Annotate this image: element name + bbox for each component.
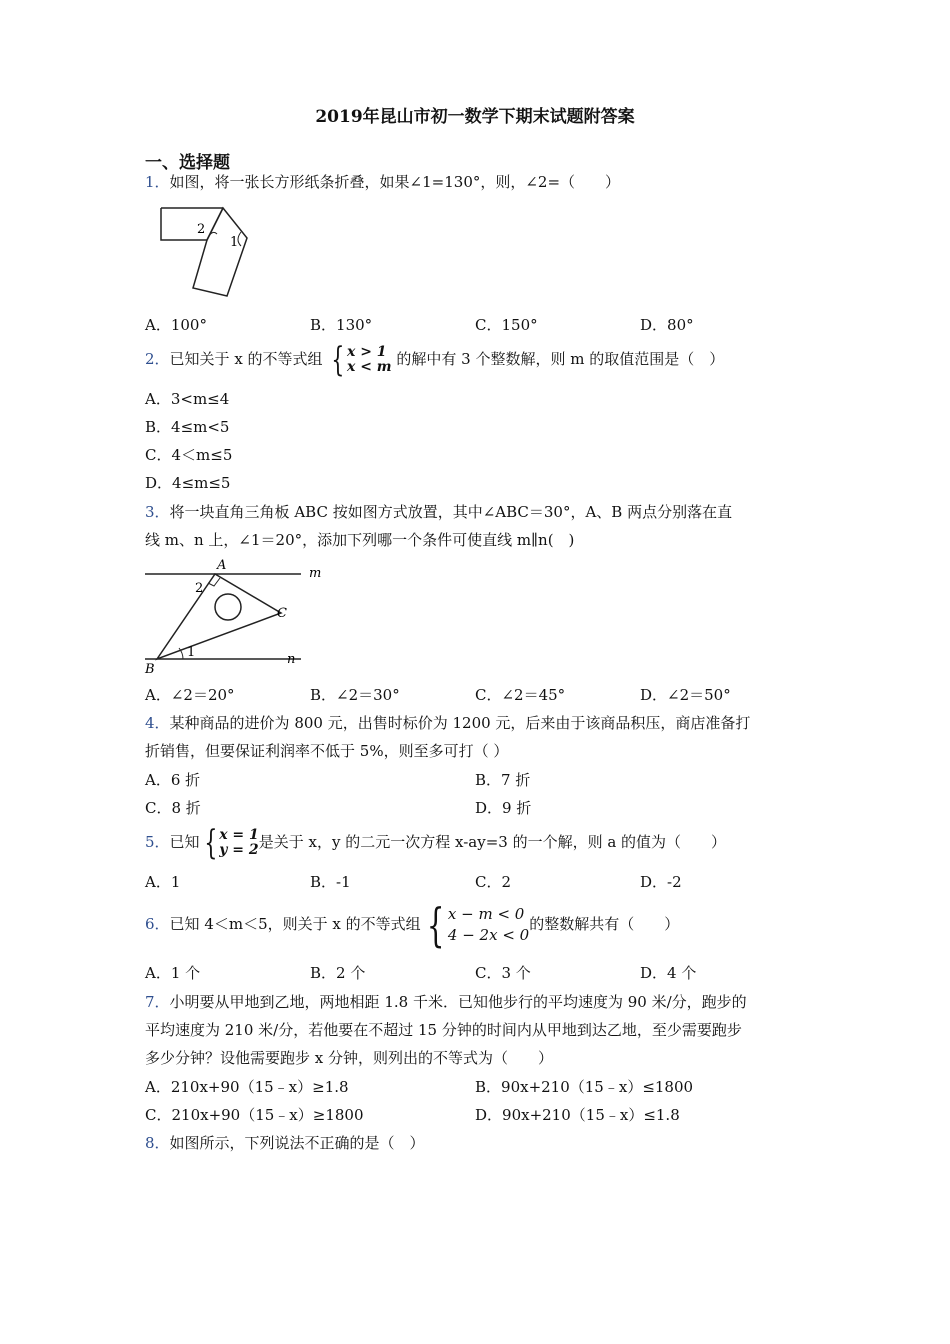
q3-figure bbox=[143, 555, 328, 677]
question-text: 如图，将一张长方形纸条折叠，如果∠1=130°，则，∠2=（ ） bbox=[169, 173, 621, 191]
question-7-line3: 多少分钟？设他需要跑步 x 分钟，则列出的不等式为（ ） bbox=[145, 1049, 553, 1067]
question-number: 5． bbox=[145, 833, 170, 851]
inequality-system bbox=[327, 340, 392, 380]
question-8 bbox=[145, 1133, 425, 1153]
q3-option-b: B．∠2＝30° bbox=[310, 686, 400, 704]
q4-option-a: A．6 折 bbox=[145, 771, 201, 789]
q1-angle-1-label: 1 bbox=[230, 235, 239, 250]
q4-option-b: B．7 折 bbox=[475, 771, 531, 789]
question-7-line2: 平均速度为 210 米/分，若他要在不超过 15 分钟的时间内从甲地到达乙地，至少需要跑步 bbox=[145, 1021, 742, 1039]
question-number: 7． bbox=[145, 993, 170, 1011]
q1-option-b: B．130° bbox=[310, 316, 373, 334]
q3-label-a: A bbox=[217, 558, 227, 573]
question-1 bbox=[145, 172, 620, 192]
q3-label-one: 1 bbox=[187, 645, 196, 660]
system-row: x − m < 0 bbox=[447, 905, 525, 923]
q1-option-c: C．150° bbox=[475, 316, 538, 334]
question-3 bbox=[145, 502, 732, 522]
brace: { bbox=[331, 340, 345, 380]
q5-option-d: D．-2 bbox=[640, 873, 682, 891]
question-6 bbox=[145, 898, 680, 952]
question-number: 4． bbox=[145, 714, 170, 732]
question-text-line1: 小明要从甲地到乙地，两地相距 1.8 千米．已知他步行的平均速度为 90 米/分，跑步的 bbox=[169, 993, 747, 1011]
question-text-pre: 已知 bbox=[169, 833, 200, 851]
question-text-pre: 已知关于 x 的不等式组 bbox=[169, 350, 323, 368]
q2-option-d: D．4≤m≤5 bbox=[145, 474, 231, 492]
question-number: 1． bbox=[145, 173, 170, 191]
brace: { bbox=[203, 823, 217, 863]
q4-option-c: C．8 折 bbox=[145, 799, 201, 817]
system-row: y = 2 bbox=[219, 842, 259, 858]
q5-option-b: B．-1 bbox=[310, 873, 351, 891]
q7-option-d: D．90x+210（15﹣x）≤1.8 bbox=[475, 1106, 680, 1124]
q1-angle-2-label: 2 bbox=[197, 222, 206, 237]
q6-option-a: A．1 个 bbox=[145, 964, 201, 982]
question-number: 3． bbox=[145, 503, 170, 521]
question-4 bbox=[145, 713, 750, 733]
question-text-pre: 已知 4＜m＜5，则关于 x 的不等式组 bbox=[169, 915, 421, 933]
question-2 bbox=[145, 340, 725, 380]
question-text-line1: 将一块直角三角板 ABC 按如图方式放置，其中∠ABC＝30°，A、B 两点分别落在直 bbox=[169, 503, 733, 521]
q5-option-a: A．1 bbox=[145, 873, 181, 891]
question-3-line2: 线 m、n 上，∠1＝20°，添加下列哪一个条件可使直线 m∥n( ) bbox=[145, 531, 575, 549]
brace: { bbox=[426, 898, 445, 952]
q3-label-b: B bbox=[145, 662, 155, 677]
q5-option-c: C．2 bbox=[475, 873, 512, 891]
question-number: 2． bbox=[145, 350, 170, 368]
q3-option-c: C．∠2＝45° bbox=[475, 686, 566, 704]
question-text-post: 是关于 x，y 的二元一次方程 x-ay=3 的一个解，则 a 的值为（ ） bbox=[258, 833, 727, 851]
q7-option-b: B．90x+210（15﹣x）≤1800 bbox=[475, 1078, 694, 1096]
q1-option-a: A．100° bbox=[145, 316, 207, 334]
q3-label-c: C bbox=[277, 606, 287, 621]
q3-label-n: n bbox=[287, 652, 296, 667]
system-row: x > 1 bbox=[346, 344, 387, 360]
question-text: 如图所示，下列说法不正确的是（ ） bbox=[169, 1134, 425, 1152]
q7-option-c: C．210x+90（15﹣x）≥1800 bbox=[145, 1106, 364, 1124]
q3-label-two: 2 bbox=[195, 581, 204, 596]
q2-option-c: C．4＜m≤5 bbox=[145, 446, 233, 464]
question-text-line1: 某种商品的进价为 800 元，出售时标价为 1200 元，后来由于该商品积压，商店准备打 bbox=[169, 714, 751, 732]
question-4-line2: 折销售，但要保证利润率不低于 5%，则至多可打（ ） bbox=[145, 742, 509, 760]
section-heading: 一、选择题 bbox=[145, 153, 230, 173]
q1-option-d: D．80° bbox=[640, 316, 694, 334]
page-title: 2019年昆山市初一数学下期末试题附答案 bbox=[315, 107, 635, 127]
equation-system bbox=[200, 823, 259, 863]
q6-option-b: B．2 个 bbox=[310, 964, 366, 982]
question-7 bbox=[145, 992, 747, 1012]
question-5 bbox=[145, 823, 727, 863]
system-row: x < m bbox=[346, 359, 392, 375]
system-row: 4 − 2x < 0 bbox=[447, 926, 530, 944]
system-row: x = 1 bbox=[219, 827, 259, 843]
q2-option-b: B．4≤m<5 bbox=[145, 418, 230, 436]
q2-option-a: A．3<m≤4 bbox=[145, 390, 230, 408]
q4-option-d: D．9 折 bbox=[475, 799, 532, 817]
question-number: 8． bbox=[145, 1134, 170, 1152]
question-text-post: 的整数解共有（ ） bbox=[529, 915, 680, 933]
question-number: 6． bbox=[145, 915, 170, 933]
q1-figure bbox=[155, 200, 255, 300]
q6-option-c: C．3 个 bbox=[475, 964, 531, 982]
inequality-system bbox=[421, 898, 530, 952]
q3-label-m: m bbox=[309, 566, 322, 581]
q3-option-a: A．∠2＝20° bbox=[145, 686, 235, 704]
question-text-post: 的解中有 3 个整数解，则 m 的取值范围是（ ） bbox=[396, 350, 725, 368]
q3-option-d: D．∠2＝50° bbox=[640, 686, 731, 704]
q6-option-d: D．4 个 bbox=[640, 964, 697, 982]
q7-option-a: A．210x+90（15﹣x）≥1.8 bbox=[145, 1078, 349, 1096]
